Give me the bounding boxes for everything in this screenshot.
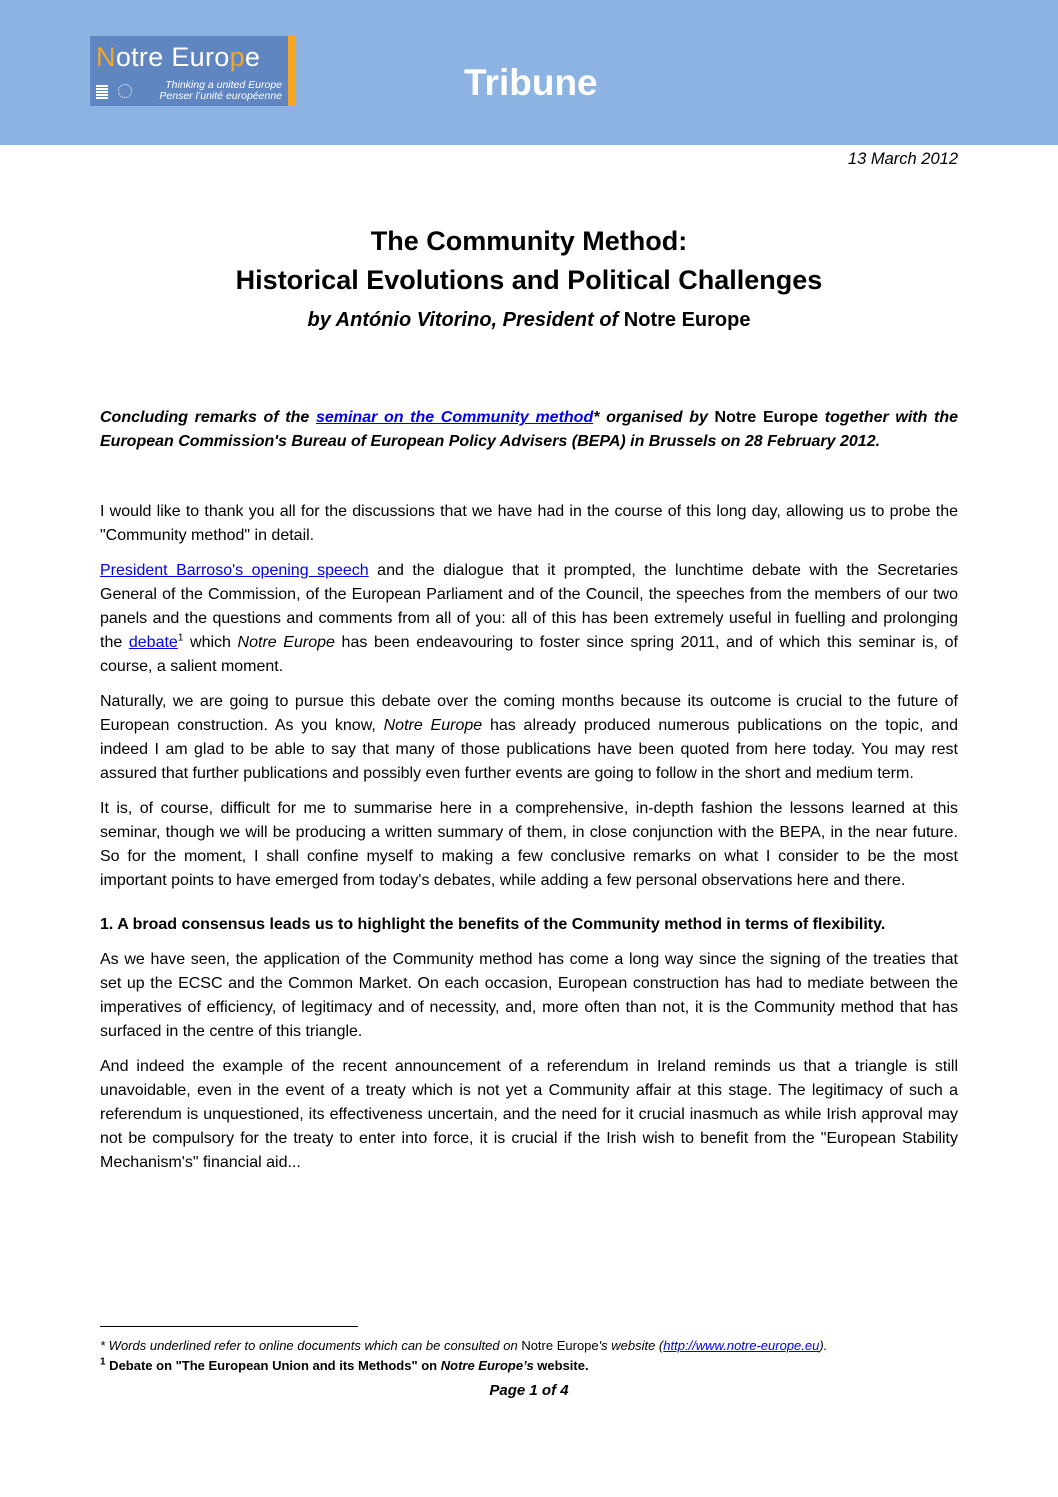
notre-europe-logo [90,36,296,106]
paragraph: Naturally, we are going to pursue this debate over the coming months because its outcome is crucial to the future of European construction. As you know, Notre Europe has already produced numerous publications on the topic, and indeed I am glad to be able to say that many of those publications have been quoted from here today. You may rest assured that further publications and possibly even further events are going to follow in the short and medium term. [100,693,959,782]
article-body [100,406,958,1186]
page-number: Page 1 of 4 [489,1382,569,1399]
logo-tagline: Thinking a united Europe Penser l’unité européenne [159,79,282,102]
paragraph: And indeed the example of the recent announcement of a referendum in Ireland reminds us that a triangle is still unavoidable, even in the event of a treaty which is not yet a Community affair at this stage. The legitimacy of such a referendum is unquestioned, its effectiveness uncertain, and the need for it crucial inasmuch as while Irish approval may not be compulsory for the treaty to enter into force, it is crucial if the Irish wish to benefit from the "European Stability Mechanism's" financial aid... [100,1058,958,1171]
document-icon [96,85,108,99]
barroso-speech-link[interactable]: President Barroso's opening speech [100,562,369,579]
paragraph: As we have seen, the application of the Community method has come a long way since the signing of the treaties that set up the ECSC and the Common Market. On each occasion, European construction has had to mediate between the imperatives of efficiency, of legitimacy and of necessity, and, more often than not, it is the Community method that has surfaced in the centre of this triangle. [100,951,958,1040]
section-title: Tribune [464,62,598,103]
footnote-star: * Words underlined refer to online documents which can be consulted on Notre Europe's website (http://www.notre-europe.eu). [100,1338,828,1353]
header-banner [0,0,1058,145]
paragraph: I would like to thank you all for the discussions that we have had in the course of this long day, allowing us to probe the "Community method" in detail. [100,503,958,544]
document-title: The Community Method: Historical Evolutions and Political Challenges [235,226,823,295]
intro-paragraph: Concluding remarks of the seminar on the Community method* organised by Notre Europe together with the European Commission's Bureau of European Policy Advisers (BEPA) in Brussels on 28 February 2012. [100,409,959,450]
byline: by António Vitorino, President of Notre Europe [307,309,751,331]
debate-link[interactable]: debate [128,634,178,651]
eu-stars-icon [118,84,132,98]
footnote-divider [100,1326,358,1327]
footnote-ref: 1 [177,632,184,644]
seminar-link[interactable]: seminar on the Community method [315,409,594,426]
website-link[interactable]: http://www.notre-europe.eu [663,1338,820,1353]
logo-name: Notre Europe [96,42,261,72]
footnote-1: $^1$ Debate on "The European Union and its Methods" on Notre Europe’s website. [100,1356,589,1373]
paragraph: President Barroso's opening speech and the dialogue that it prompted, the lunchtime debate with the Secretaries General of the Commission, of the European Parliament and of the Council, the speeches from the members of our two panels and the questions and comments from all of you: all of this has been extremely useful in fuelling and prolonging the debate$^1$ which Notre Europe has been endeavouring to foster since spring 2011, and of which this seminar is, of course, a salient moment. [100,562,959,675]
paragraph: It is, of course, difficult for me to summarise here in a comprehensive, in-depth fashion the lessons learned at this seminar, though we will be producing a written summary of them, in close conjunction with the BEPA, in the near future. So for the moment, I shall confine myself to making a few conclusive remarks on what I consider to be the most important points to have emerged from today's debates, while adding a few personal observations here and there. [100,800,958,889]
section-heading: 1. A broad consensus leads us to highlight the benefits of the Community method in terms of flexibility. [100,916,886,933]
publication-date: 13 March 2012 [847,150,958,168]
